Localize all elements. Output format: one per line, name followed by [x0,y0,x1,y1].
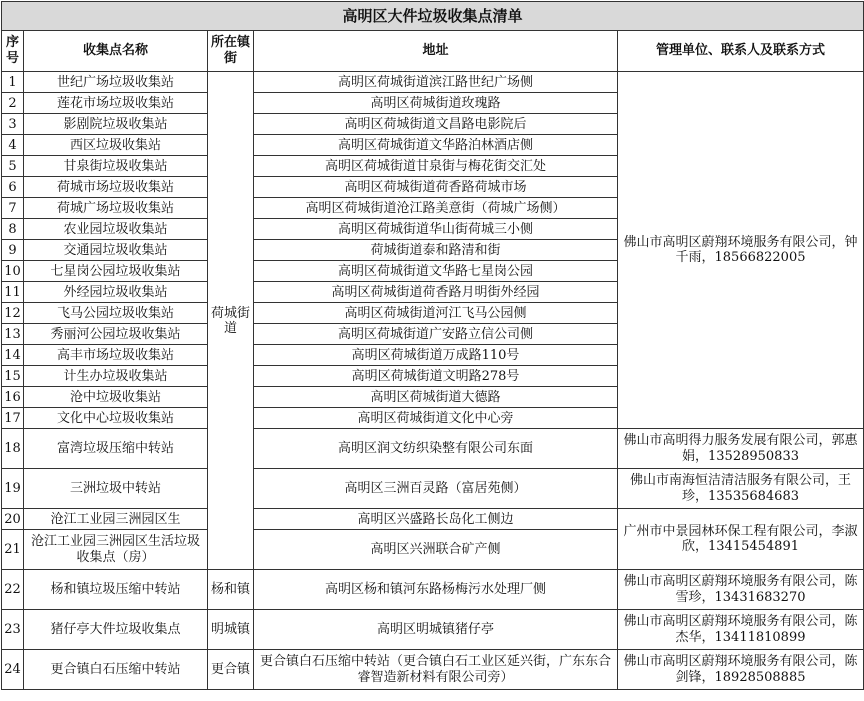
row-index: 9 [2,240,24,261]
row-name: 杨和镇垃圾压缩中转站 [24,570,208,610]
row-address: 高明区荷城街道文华路泊林酒店侧 [254,135,618,156]
row-address: 高明区荷城街道文华路七星岗公园 [254,261,618,282]
table-row [2,72,864,93]
row-address: 高明区荷城街道广安路立信公司侧 [254,324,618,345]
row-name: 计生办垃圾收集站 [24,366,208,387]
row-index: 8 [2,219,24,240]
collection-points-table [1,1,864,690]
row-name: 沧江工业园三洲园区生活垃圾收集点（房） [24,530,208,570]
row-name: 沧江工业园三洲园区生 [24,509,208,530]
row-address: 高明区荷城街道文化中心旁 [254,408,618,429]
row-name: 影剧院垃圾收集站 [24,114,208,135]
row-index: 13 [2,324,24,345]
row-address: 高明区兴盛路长岛化工侧边 [254,509,618,530]
row-index: 23 [2,610,24,650]
row-name: 富湾垃圾压缩中转站 [24,429,208,469]
header-index: 序号 [2,31,24,72]
row-name: 西区垃圾收集站 [24,135,208,156]
manager-cell: 佛山市高明得力服务发展有限公司，郭惠娟，13528950833 [618,429,864,469]
header-street: 所在镇街 [208,31,254,72]
row-name: 交通园垃圾收集站 [24,240,208,261]
manager-cell: 佛山市高明区蔚翔环境服务有限公司，陈剑锋，18928508885 [618,650,864,690]
row-index: 5 [2,156,24,177]
header-manager: 管理单位、联系人及联系方式 [618,31,864,72]
row-name: 莲花市场垃圾收集站 [24,93,208,114]
row-index: 6 [2,177,24,198]
row-index: 7 [2,198,24,219]
row-name: 文化中心垃圾收集站 [24,408,208,429]
row-index: 17 [2,408,24,429]
table-row [2,650,864,690]
title-row [2,2,864,31]
row-index: 20 [2,509,24,530]
table-title: 高明区大件垃圾收集点清单 [2,2,864,31]
row-name: 三洲垃圾中转站 [24,469,208,509]
header-row [2,31,864,72]
row-index: 18 [2,429,24,469]
manager-cell: 广州市中景园林环保工程有限公司，李淑欣，13415454891 [618,509,864,570]
row-index: 14 [2,345,24,366]
row-name: 高丰市场垃圾收集站 [24,345,208,366]
row-address: 高明区荷城街道文明路278号 [254,366,618,387]
row-index: 21 [2,530,24,570]
row-index: 3 [2,114,24,135]
row-address: 高明区荷城街道荷香路荷城市场 [254,177,618,198]
row-index: 16 [2,387,24,408]
row-address: 高明区荷城街道玫瑰路 [254,93,618,114]
row-address: 高明区兴洲联合矿产侧 [254,530,618,570]
manager-cell: 佛山市高明区蔚翔环境服务有限公司，钟千雨，18566822005 [618,72,864,429]
row-address: 更合镇白石压缩中转站（更合镇白石工业区延兴街，广东东合睿智造新材料有限公司旁） [254,650,618,690]
row-index: 10 [2,261,24,282]
row-name: 沧中垃圾收集站 [24,387,208,408]
row-name: 更合镇白石压缩中转站 [24,650,208,690]
row-name: 猪仔亭大件垃圾收集点 [24,610,208,650]
row-address: 荷城街道泰和路清和街 [254,240,618,261]
row-address: 高明区三洲百灵路（富居苑侧） [254,469,618,509]
manager-cell: 佛山市高明区蔚翔环境服务有限公司，陈雪珍，13431683270 [618,570,864,610]
row-index: 19 [2,469,24,509]
row-address: 高明区荷城街道大德路 [254,387,618,408]
manager-cell: 佛山市高明区蔚翔环境服务有限公司，陈杰华，13411810899 [618,610,864,650]
table-row [2,469,864,509]
table-row [2,570,864,610]
row-name: 秀丽河公园垃圾收集站 [24,324,208,345]
row-address: 高明区明城镇猪仔亭 [254,610,618,650]
row-name: 荷城广场垃圾收集站 [24,198,208,219]
row-address: 高明区荷城街道甘泉街与梅花街交汇处 [254,156,618,177]
row-name: 甘泉街垃圾收集站 [24,156,208,177]
row-address: 高明区杨和镇河东路杨梅污水处理厂侧 [254,570,618,610]
header-name: 收集点名称 [24,31,208,72]
street-cell: 杨和镇 [208,570,254,610]
row-address: 高明区荷城街道文昌路电影院后 [254,114,618,135]
header-address: 地址 [254,31,618,72]
row-name: 世纪广场垃圾收集站 [24,72,208,93]
row-index: 24 [2,650,24,690]
row-name: 农业园垃圾收集站 [24,219,208,240]
row-index: 2 [2,93,24,114]
row-index: 22 [2,570,24,610]
row-address: 高明区荷城街道沧江路美意街（荷城广场侧） [254,198,618,219]
row-name: 七星岗公园垃圾收集站 [24,261,208,282]
row-index: 12 [2,303,24,324]
row-index: 15 [2,366,24,387]
row-name: 荷城市场垃圾收集站 [24,177,208,198]
row-address: 高明区荷城街道荷香路月明街外经园 [254,282,618,303]
row-address: 高明区润文纺织染整有限公司东面 [254,429,618,469]
row-index: 4 [2,135,24,156]
table-row [2,429,864,469]
row-address: 高明区荷城街道华山街荷城三小侧 [254,219,618,240]
row-address: 高明区荷城街道河江飞马公园侧 [254,303,618,324]
row-address: 高明区荷城街道滨江路世纪广场侧 [254,72,618,93]
street-cell: 明城镇 [208,610,254,650]
street-cell: 荷城街道 [208,72,254,570]
table-row [2,509,864,530]
street-cell: 更合镇 [208,650,254,690]
row-index: 1 [2,72,24,93]
row-name: 飞马公园垃圾收集站 [24,303,208,324]
row-address: 高明区荷城街道万成路110号 [254,345,618,366]
row-index: 11 [2,282,24,303]
manager-cell: 佛山市南海恒洁清洁服务有限公司，王珍，13535684683 [618,469,864,509]
table-row [2,610,864,650]
row-name: 外经园垃圾收集站 [24,282,208,303]
